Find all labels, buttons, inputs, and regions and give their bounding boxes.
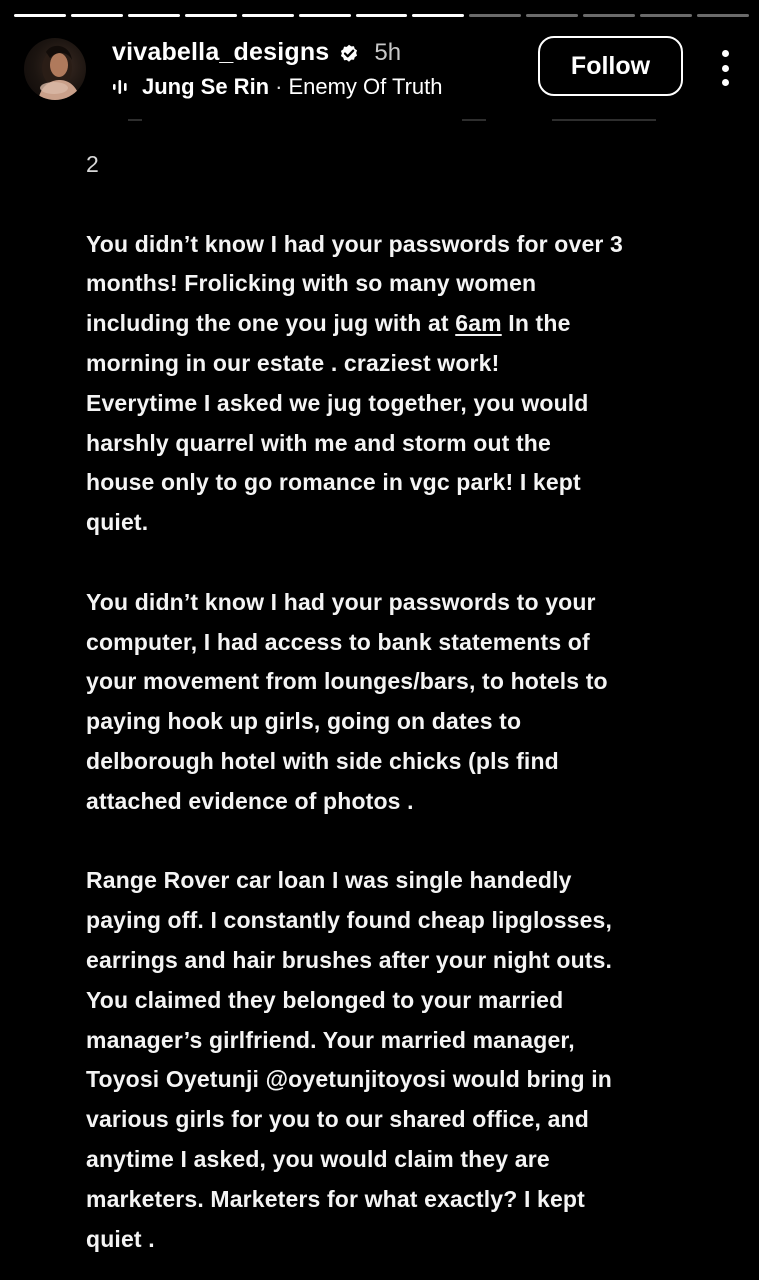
story-progress-bar: [14, 14, 749, 17]
progress-segment: [583, 14, 635, 17]
progress-segment: [526, 14, 578, 17]
text-line: quiet .: [86, 1225, 155, 1252]
text-line: You didn’t know I had your passwords for over 3: [86, 230, 623, 257]
text-line: house only to go romance in vgc park! I kept: [86, 469, 581, 496]
text-line: Range Rover car loan I was single handedly: [86, 867, 572, 894]
audio-waveform-icon: [112, 77, 134, 97]
music-song: Enemy Of Truth: [288, 74, 443, 99]
text-line: months! Frolicking with so many women: [86, 270, 537, 297]
progress-segment: [185, 14, 237, 17]
paragraph-2: [86, 583, 686, 822]
text-line: Toyosi Oyetunji @oyetunjitoyosi would bring in: [86, 1066, 612, 1093]
time-link[interactable]: 6am: [455, 310, 502, 337]
paragraph-1: [86, 225, 686, 543]
progress-segment: [356, 14, 408, 17]
music-attribution[interactable]: [112, 74, 443, 100]
music-separator: ·: [275, 74, 283, 99]
text-line: harshly quarrel with me and storm out the: [86, 429, 551, 456]
progress-segment: [469, 14, 521, 17]
story-header: [24, 36, 735, 106]
music-artist: Jung Se Rin: [142, 74, 270, 99]
divider: [0, 119, 759, 122]
more-vertical-icon[interactable]: [715, 50, 735, 86]
story-number: 2: [86, 151, 99, 177]
progress-segment: [640, 14, 692, 17]
text-line: quiet.: [86, 509, 149, 536]
text-line: morning in our estate . craziest work!: [86, 349, 500, 376]
text-line: various girls for you to our shared office, and: [86, 1106, 589, 1133]
progress-segment: [128, 14, 180, 17]
progress-segment: [299, 14, 351, 17]
text-line: earrings and hair brushes after your night outs.: [86, 946, 613, 973]
text-line: your movement from lounges/bars, to hotels to: [86, 668, 608, 695]
text-line: paying hook up girls, going on dates to: [86, 708, 522, 735]
text-line: attached evidence of photos .: [86, 787, 414, 814]
story-text: [86, 145, 686, 1259]
text-line: paying off. I constantly found cheap lipglosses,: [86, 907, 613, 934]
username-row: [112, 38, 401, 67]
follow-button[interactable]: Follow: [538, 36, 683, 96]
text-line: You claimed they belonged to your married: [86, 986, 564, 1013]
progress-segment: [412, 14, 464, 17]
text-fragment: including the one you jug with at: [86, 310, 456, 337]
text-line: You didn’t know I had your passwords to your: [86, 588, 596, 615]
verified-badge-icon: [338, 42, 360, 64]
text-line: [86, 304, 686, 344]
text-line: marketers. Marketers for what exactly? I kept: [86, 1185, 585, 1212]
username[interactable]: vivabella_designs: [112, 38, 330, 66]
paragraph-3: [86, 861, 686, 1259]
progress-segment: [71, 14, 123, 17]
progress-segment: [242, 14, 294, 17]
post-time: 5h: [374, 38, 402, 66]
text-line: computer, I had access to bank statements of: [86, 628, 590, 655]
avatar[interactable]: [24, 38, 86, 100]
progress-segment: [14, 14, 66, 17]
text-line: delborough hotel with side chicks (pls find: [86, 747, 559, 774]
text-line: Everytime I asked we jug together, you would: [86, 389, 589, 416]
text-fragment: In the: [501, 310, 571, 337]
text-line: manager’s girlfriend. Your married manager,: [86, 1026, 575, 1053]
text-line: anytime I asked, you would claim they are: [86, 1145, 550, 1172]
progress-segment: [697, 14, 749, 17]
